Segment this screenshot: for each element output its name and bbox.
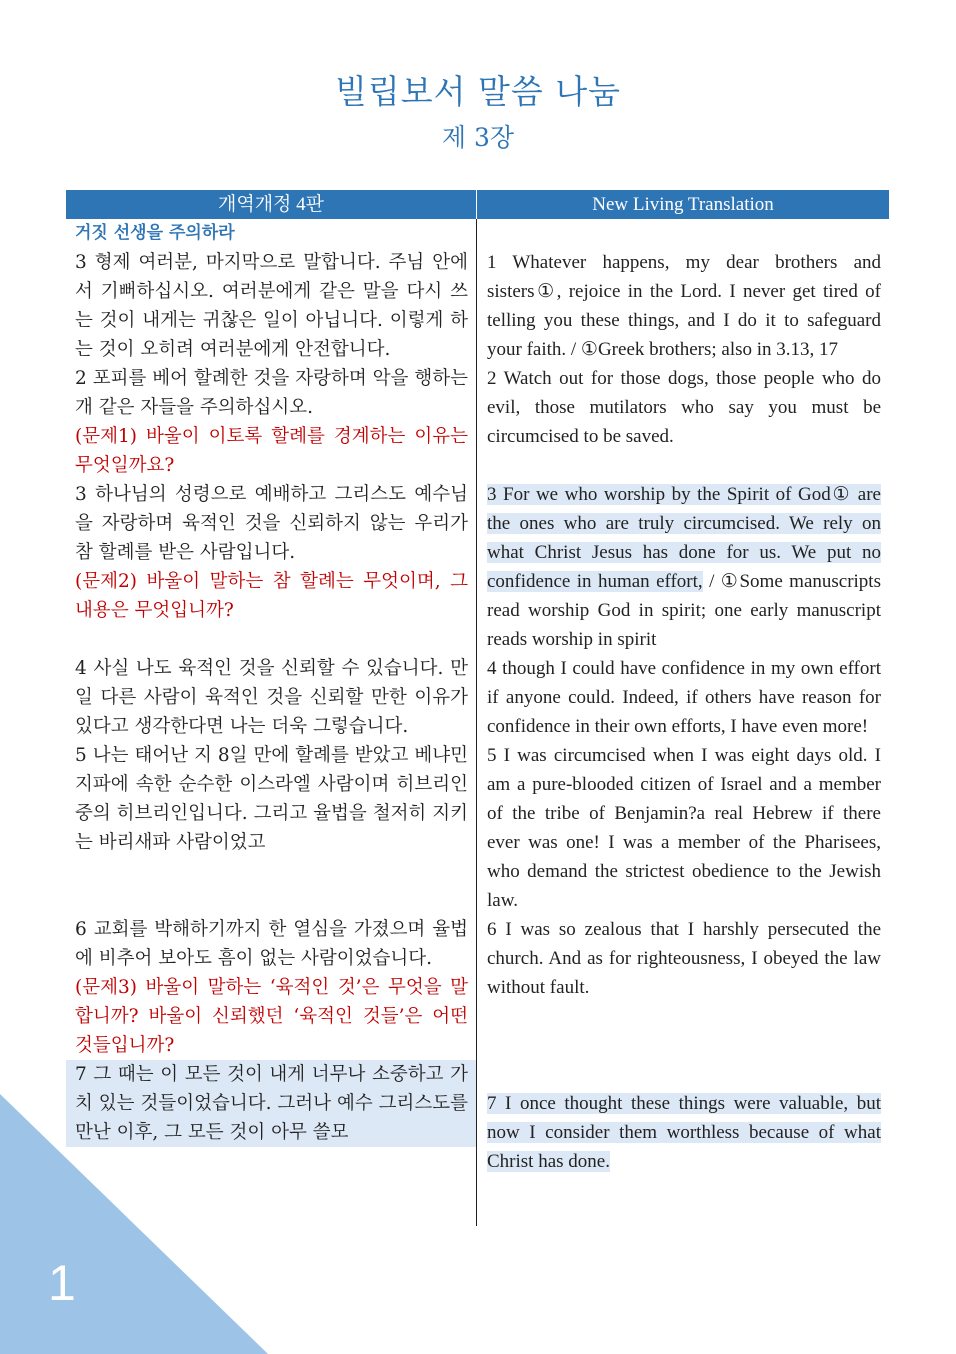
page-title: 빌립보서 말씀 나눔 [334,72,621,111]
verse-en-3 [477,480,889,654]
comparison-table [66,190,889,1172]
verse-en-7 [477,1089,889,1176]
verse-en-6: 6 I was so zealous that I harshly persecuted the church. And as for righteousness, I obeyed the law without fault. [487,919,881,998]
section-heading: 거짓 선생을 주의하라 [75,223,235,243]
table-header [66,190,889,219]
verse-en-3-highlight: 3 For we who worship by the Spirit of God① are the ones who are truly circumcised. We rely on what Christ Jesus has done for us. We put no confidence in human effort, [487,484,881,592]
question-2: (문제2) 바울이 말하는 참 할례는 무엇이며, 그 내용은 무엇입니까? [75,571,468,621]
verse-kr-2: 2 포피를 베어 할례한 것을 자랑하며 악을 행하는 개 같은 자들을 주의하십시오. [75,368,468,418]
header-english-version: New Living Translation [592,194,774,215]
verse-en-1: 1 Whatever happens, my dear brothers and sisters①, rejoice in the Lord. I never get tired of telling you these things, and I do it to safeguard your faith. / ①Greek brothers; also in 3.13, 17 [487,252,881,360]
verse-kr-5: 5 나는 태어난 지 8일 만에 할례를 받았고 베냐민 지파에 속한 순수한 이스라엘 사람이며 히브리인 중의 히브리인입니다. 그리고 율법을 철저히 지키는 바리새파 사람이었고 [75,745,468,853]
chapter-subtitle: 제 3장 [441,123,515,152]
verse-en-7-highlight: 7 I once thought these things were valuable, but now I consider them worthless because of what Christ has done. [487,1093,881,1172]
question-3: (문제3) 바울이 말하는 ‘육적인 것’은 무엇을 말합니까? 바울이 신뢰했던 ‘육적인 것들’은 어떤 것들입니까? [75,977,468,1056]
verse-kr-6: 6 교회를 박해하기까지 한 열심을 가졌으며 율법에 비추어 보아도 흠이 없는 사람이었습니다. [75,919,468,969]
verse-kr-3a: 3 형제 여러분, 마지막으로 말합니다. 주님 안에서 기뻐하십시오. 여러분에게 같은 말을 다시 쓰는 것이 내게는 귀찮은 일이 아닙니다. 이렇게 하는 것이 오히려 여러분에게 안전합니다. [75,252,468,360]
verse-en-4: 4 though I could have confidence in my own effort if anyone could. Indeed, if others have reason for confidence in their own efforts, I have even more! [487,658,881,737]
header-korean-version: 개역개정 4판 [66,190,477,219]
verse-kr-4: 4 사실 나도 육적인 것을 신뢰할 수 있습니다. 만일 다른 사람이 육적인 것을 신뢰할 만한 이유가 있다고 생각한다면 나는 더욱 그렇습니다. [75,658,468,737]
verse-kr-3b: 3 하나님의 성령으로 예배하고 그리스도 예수님을 자랑하며 육적인 것을 신뢰하지 않는 우리가 참 할례를 받은 사람입니다. [75,484,468,563]
verse-en-5: 5 I was circumcised when I was eight days old. I am a pure-blooded citizen of Israel and a member of the tribe of Benjamin?a real Hebrew if there ever was one! I was a member of the Pharisees, who demand the strictest obedience to the Jewish law. [487,745,881,911]
verse-en-2: 2 Watch out for those dogs, those people who do evil, those mutilators who say you must be circumcised to be saved. [487,368,881,447]
korean-column [66,219,477,1226]
english-column [477,219,889,1176]
verse-kr-7: 7 그 때는 이 모든 것이 내게 너무나 소중하고 가치 있는 것들이었습니다. 그러나 예수 그리스도를 만난 이후, 그 모든 것이 아무 쓸모 [66,1060,476,1147]
verse-en-3-footnote: / ①Some manuscripts read worship God in spirit; one early manuscript reads worship in spirit [487,571,881,650]
page-number: 1 [48,1255,76,1311]
question-1: (문제1) 바울이 이토록 할례를 경계하는 이유는 무엇일까요? [75,426,468,476]
